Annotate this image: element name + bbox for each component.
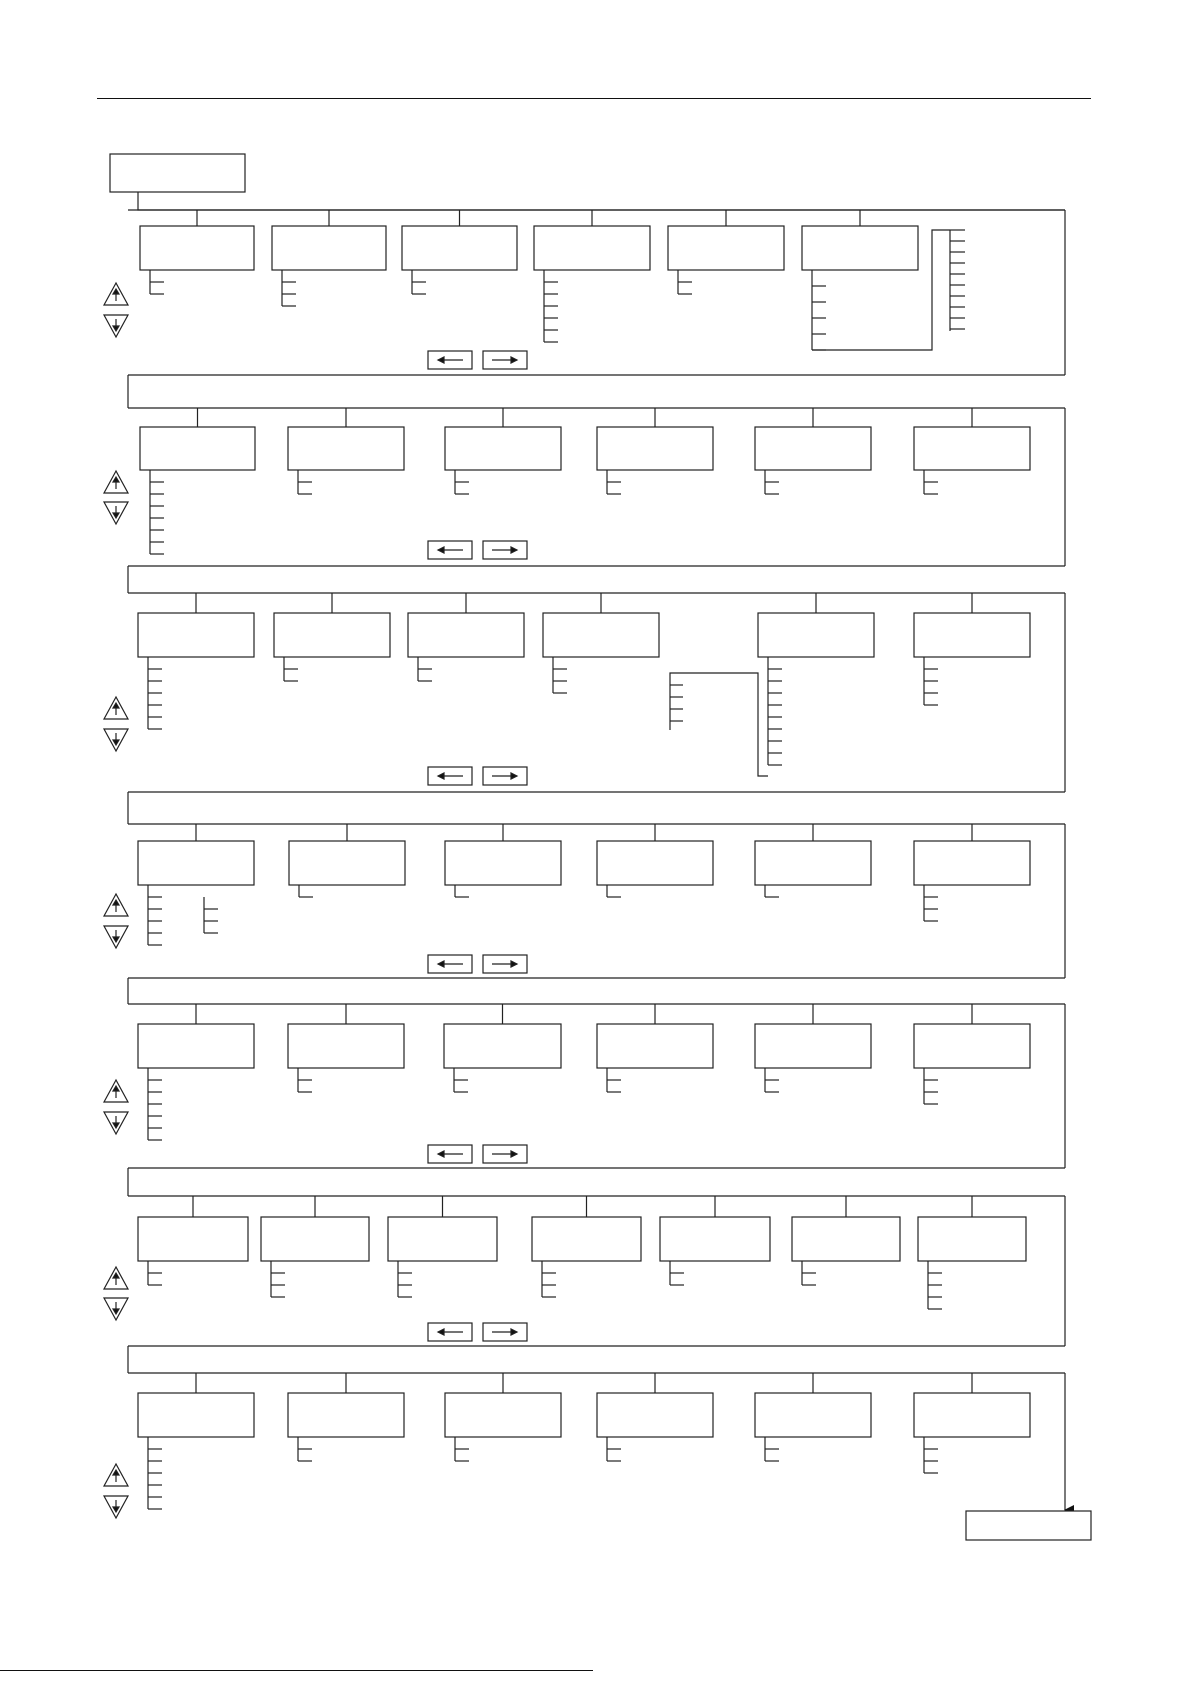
up-down-nav <box>104 471 128 524</box>
menu-box <box>388 1217 497 1261</box>
menu-box <box>288 1393 404 1437</box>
up-down-nav <box>104 1464 128 1518</box>
footer-rule <box>0 1670 593 1671</box>
menu-box <box>408 613 524 657</box>
menu-box <box>543 613 659 657</box>
menu-box <box>532 1217 641 1261</box>
menu-box <box>402 226 517 270</box>
up-down-nav <box>104 894 128 948</box>
up-down-nav <box>104 697 128 751</box>
menu-box <box>445 427 561 470</box>
lr-nav <box>428 351 527 369</box>
menu-box <box>918 1217 1026 1261</box>
menu-box <box>914 1024 1030 1068</box>
menu-box <box>755 841 871 885</box>
menu-box <box>445 841 561 885</box>
menu-box <box>138 613 254 657</box>
menu-box <box>138 841 254 885</box>
menu-box <box>138 1217 248 1261</box>
menu-box <box>668 226 784 270</box>
menu-box <box>288 1024 404 1068</box>
up-down-nav <box>104 1267 128 1320</box>
menu-box <box>272 226 386 270</box>
end-box <box>966 1511 1091 1540</box>
menu-box <box>288 427 404 470</box>
menu-box <box>755 1393 871 1437</box>
menu-box <box>534 226 650 270</box>
lr-nav <box>428 767 527 785</box>
lr-nav <box>428 1145 527 1163</box>
up-down-nav <box>104 1080 128 1134</box>
menu-box <box>445 1393 561 1437</box>
menu-box <box>802 226 918 270</box>
menu-box <box>597 841 713 885</box>
menu-box <box>755 1024 871 1068</box>
menu-box <box>597 1024 713 1068</box>
menu-box <box>914 841 1030 885</box>
menu-box <box>597 427 713 470</box>
lr-nav <box>428 541 527 559</box>
menu-box <box>138 1393 254 1437</box>
menu-box <box>289 841 405 885</box>
extra-branch-connector <box>670 673 768 776</box>
menu-box <box>140 226 254 270</box>
menu-box <box>261 1217 369 1261</box>
menu-box <box>755 427 871 470</box>
menu-box <box>792 1217 900 1261</box>
up-down-nav <box>104 283 128 337</box>
menu-box <box>660 1217 770 1261</box>
menu-box <box>597 1393 713 1437</box>
start-connector <box>138 192 1065 210</box>
lr-nav <box>428 1323 527 1341</box>
start-box <box>110 154 245 192</box>
menu-box <box>914 613 1030 657</box>
menu-box <box>444 1024 561 1068</box>
menu-box <box>274 613 390 657</box>
menu-box <box>140 427 255 470</box>
menu-box <box>758 613 874 657</box>
menu-box <box>138 1024 254 1068</box>
lr-nav <box>428 955 527 973</box>
menu-box <box>914 1393 1030 1437</box>
menu-box <box>914 427 1030 470</box>
